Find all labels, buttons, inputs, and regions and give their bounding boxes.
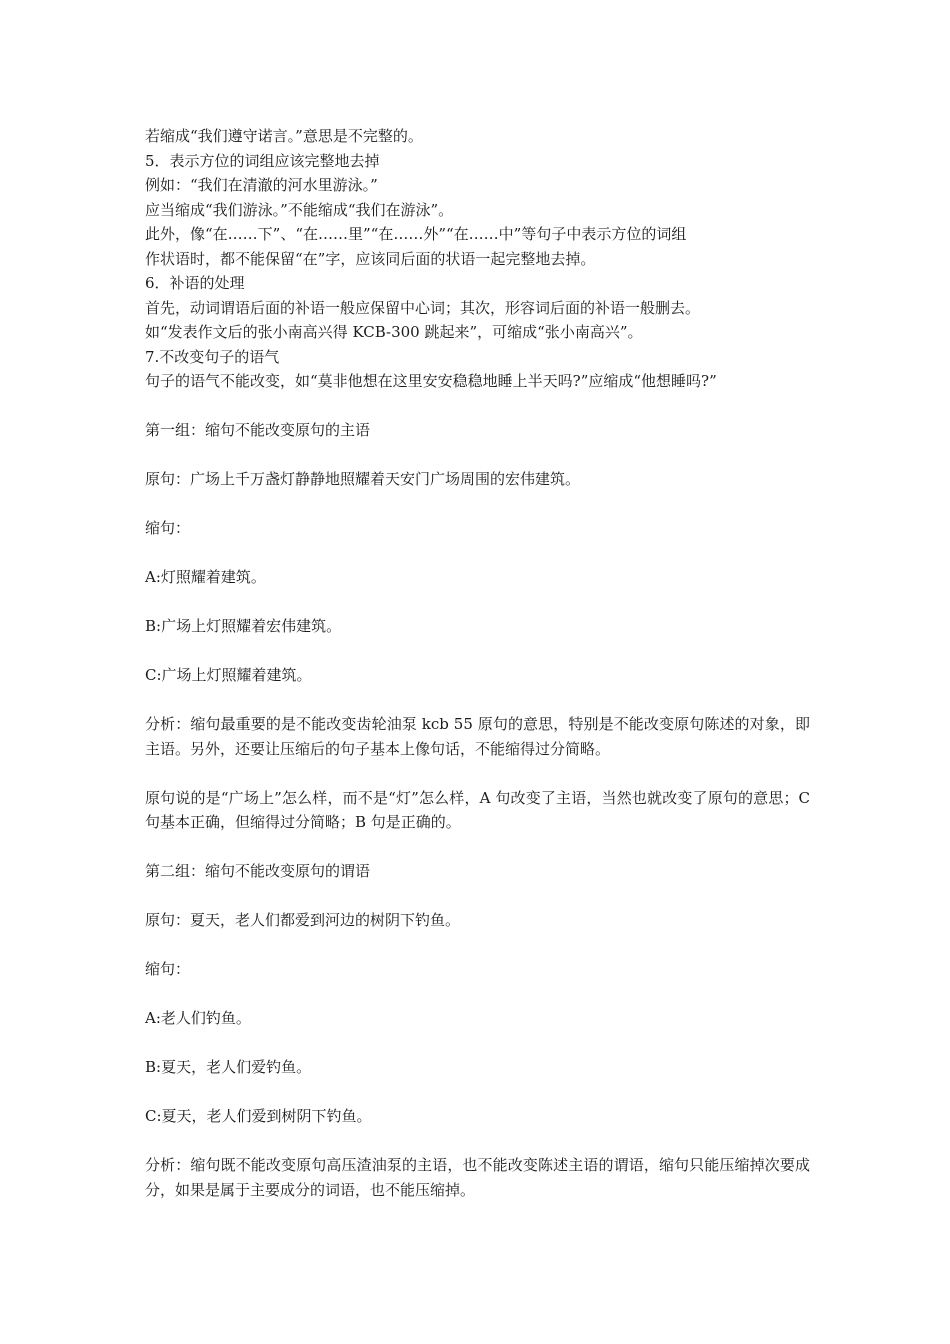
- group2-section: [145, 859, 810, 1202]
- text-line: 首先，动词谓语后面的补语一般应保留中心词；其次，形容词后面的补语一般删去。: [145, 298, 701, 317]
- option-c: C:夏天，老人们爱到树阴下钓鱼。: [145, 1107, 372, 1125]
- text-line: 作状语时，都不能保留“在”字，应该同后面的状语一起完整地去掉。: [145, 249, 596, 268]
- option-b: B:夏天，老人们爱钓鱼。: [145, 1058, 312, 1076]
- text-line: 例如：“我们在清澈的河水里游泳。”: [145, 176, 378, 194]
- analysis-paragraph: 分析：缩句既不能改变原句高压渣油泵的主语，也不能改变陈述主语的谓语，缩句只能压缩掉次要成分，如果是属于主要成分的词语，也不能压缩掉。: [145, 1156, 810, 1199]
- group-heading: 第二组：缩句不能改变原句的谓语: [145, 862, 371, 880]
- option-c: C:广场上灯照耀着建筑。: [145, 666, 312, 684]
- option-a: A:灯照耀着建筑。: [145, 568, 266, 586]
- text-line: 应当缩成“我们游泳。”不能缩成“我们在游泳”。: [145, 200, 454, 219]
- text-line: 句子的语气不能改变，如“莫非他想在这里安安稳稳地睡上半天吗?”应缩成“他想睡吗?”: [145, 372, 717, 390]
- condensed-label: 缩句：: [145, 519, 191, 537]
- group-heading: 第一组：缩句不能改变原句的主语: [145, 421, 371, 439]
- group1-section: [145, 418, 810, 835]
- analysis-paragraph: 分析：缩句最重要的是不能改变齿轮油泵 kcb 55 原句的意思，特别是不能改变原句陈述的对象，即主语。另外，还要让压缩后的句子基本上像句话，不能缩得过分简略。: [145, 715, 810, 758]
- original-sentence: 原句：广场上千万盏灯静静地照耀着天安门广场周围的宏伟建筑。: [145, 470, 581, 488]
- condensed-label: 缩句：: [145, 960, 191, 978]
- option-a: A:老人们钓鱼。: [145, 1009, 251, 1027]
- text-line: 此外，像“在……下”、“在……里”“在……外”“在……中”等句子中表示方位的词组: [145, 225, 687, 243]
- text-line: 若缩成“我们遵守诺言。”意思是不完整的。: [145, 127, 423, 145]
- analysis-paragraph: 原句说的是“广场上”怎么样，而不是“灯”怎么样，A 句改变了主语，当然也就改变了原句的意思；C 句基本正确，但缩得过分简略；B 句是正确的。: [145, 788, 810, 831]
- section-heading: 7.不改变句子的语气: [145, 347, 280, 366]
- intro-section: [145, 124, 810, 394]
- option-b: B:广场上灯照耀着宏伟建筑。: [145, 617, 342, 635]
- section-heading: 5．表示方位的词组应该完整地去掉: [145, 151, 380, 170]
- document-page: [145, 124, 810, 1202]
- text-line: 如“发表作文后的张小南高兴得 KCB-300 跳起来”，可缩成“张小南高兴”。: [145, 323, 643, 341]
- section-heading: 6．补语的处理: [145, 274, 245, 292]
- original-sentence: 原句：夏天，老人们都爱到河边的树阴下钓鱼。: [145, 911, 461, 929]
